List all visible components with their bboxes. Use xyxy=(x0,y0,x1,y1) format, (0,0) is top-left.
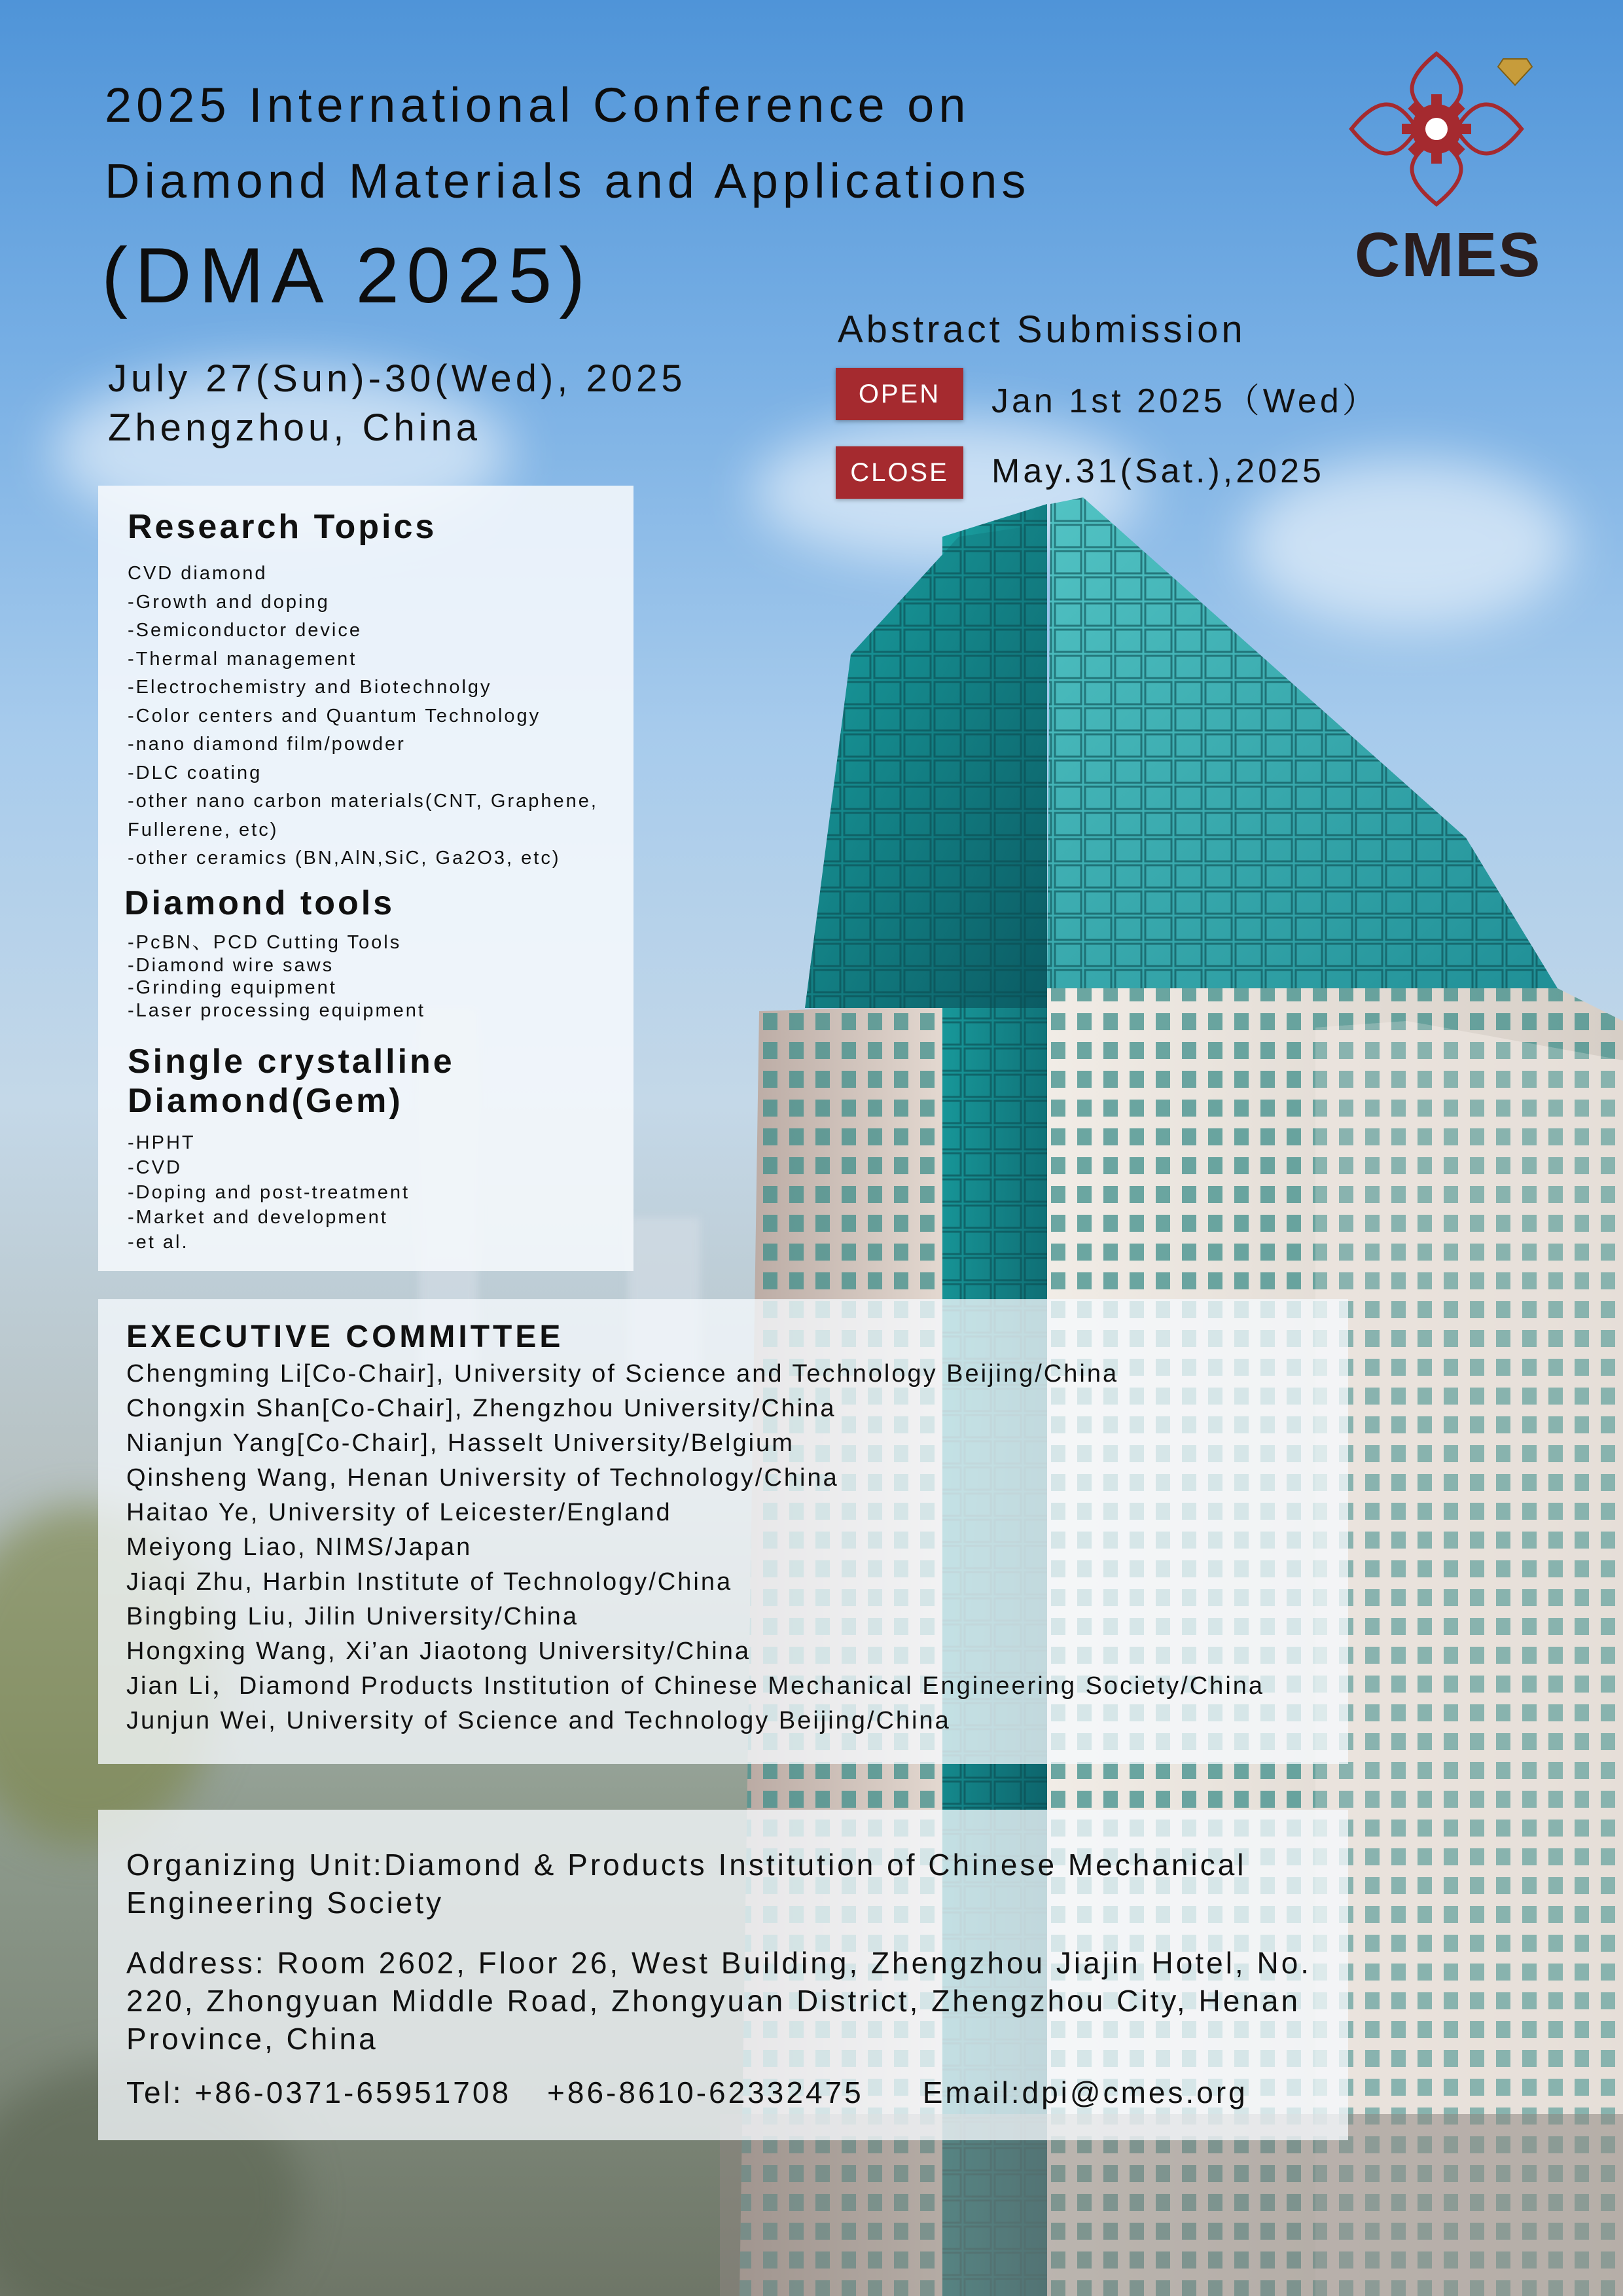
single-crystalline-heading-line-2: Diamond(Gem) xyxy=(128,1082,403,1120)
list-item: -Electrochemistry and Biotechnolgy xyxy=(128,677,492,698)
list-item: CVD diamond xyxy=(128,563,268,584)
list-item: -PcBN、PCD Cutting Tools xyxy=(128,932,402,953)
list-item: Fullerene, etc) xyxy=(128,819,279,840)
committee-member: Meiyong Liao, NIMS/Japan xyxy=(126,1534,473,1561)
diamond-tools-heading: Diamond tools xyxy=(124,884,395,922)
event-dates: July 27(Sun)-30(Wed), 2025 xyxy=(108,357,687,400)
list-item: -HPHT xyxy=(128,1132,196,1153)
close-badge: CLOSE xyxy=(836,446,963,499)
conference-acronym: (DMA 2025) xyxy=(101,232,593,319)
abstract-submission-title: Abstract Submission xyxy=(838,308,1246,351)
list-item: -DLC coating xyxy=(128,762,262,783)
list-item: -Thermal management xyxy=(128,648,357,670)
contact-row xyxy=(126,2075,1248,2110)
contact-panel xyxy=(98,1810,1348,2140)
telephone-primary: Tel: +86-0371-65951708 xyxy=(126,2075,512,2109)
research-topics-heading: Research Topics xyxy=(128,508,437,546)
list-item: -CVD xyxy=(128,1157,182,1178)
open-badge: OPEN xyxy=(836,368,963,420)
list-item: -other ceramics (BN,AlN,SiC, Ga2O3, etc) xyxy=(128,848,561,869)
event-location: Zhengzhou, China xyxy=(108,406,481,449)
list-item: -Diamond wire saws xyxy=(128,954,334,976)
email-link[interactable]: Email:dpi@cmes.org xyxy=(922,2075,1248,2109)
executive-committee-panel xyxy=(98,1299,1348,1764)
list-item: -Grinding equipment xyxy=(128,977,337,998)
committee-list xyxy=(126,1357,1264,1738)
organizing-unit: Organizing Unit:Diamond & Products Institution of Chinese Mechanical Engineering Society xyxy=(126,1848,1247,1920)
single-crystalline-list xyxy=(128,1130,410,1255)
committee-member: Jian Li，Diamond Products Institution of Chinese Mechanical Engineering Society/China xyxy=(126,1672,1265,1700)
committee-member: Junjun Wei, University of Science and Technology Beijing/China xyxy=(126,1707,951,1734)
list-item: -other nano carbon materials(CNT, Graphene, xyxy=(128,791,598,812)
cmes-logo-text: CMES xyxy=(1355,220,1542,290)
list-item: -Semiconductor device xyxy=(128,620,362,641)
telephone-secondary: +86-8610-62332475 xyxy=(547,2075,864,2109)
list-item: -Laser processing equipment xyxy=(128,999,425,1021)
committee-member: Chongxin Shan[Co-Chair], Zhengzhou University/China xyxy=(126,1395,836,1422)
diamond-gem-icon xyxy=(1498,59,1532,85)
address: Address: Room 2602, Floor 26, West Building, Zhengzhou Jiajin Hotel, No. 220, Zhongyuan Middle Road, Zhongyuan District, Zhengzhou City, Henan Province, China xyxy=(126,1946,1312,2056)
committee-member: Nianjun Yang[Co-Chair], Hasselt University/Belgium xyxy=(126,1429,794,1457)
committee-member: Hongxing Wang, Xi’an Jiaotong University/China xyxy=(126,1638,751,1665)
open-date: Jan 1st 2025（Wed） xyxy=(991,382,1380,420)
list-item: -Doping and post-treatment xyxy=(128,1182,410,1203)
list-item: -nano diamond film/powder xyxy=(128,734,406,755)
conference-title-line-1: 2025 International Conference on xyxy=(105,78,971,132)
conference-title-line-2: Diamond Materials and Applications xyxy=(105,154,1031,208)
list-item: -Market and development xyxy=(128,1207,388,1228)
executive-committee-heading: EXECUTIVE COMMITTEE xyxy=(126,1319,564,1354)
tower-base xyxy=(720,2114,1623,2296)
committee-member: Haitao Ye, University of Leicester/England xyxy=(126,1499,672,1526)
committee-member: Bingbing Liu, Jilin University/China xyxy=(126,1603,579,1630)
diamond-tools-list xyxy=(128,931,425,1022)
list-item: -Growth and doping xyxy=(128,591,330,613)
research-topics-list xyxy=(128,560,598,873)
committee-member: Qinsheng Wang, Henan University of Technology/China xyxy=(126,1464,839,1492)
committee-member: Chengming Li[Co-Chair], University of Science and Technology Beijing/China xyxy=(126,1360,1119,1388)
list-item: -et al. xyxy=(128,1232,189,1253)
close-date: May.31(Sat.),2025 xyxy=(991,452,1325,490)
list-item: -Color centers and Quantum Technology xyxy=(128,705,541,726)
single-crystalline-heading-line-1: Single crystalline xyxy=(128,1043,455,1081)
committee-member: Jiaqi Zhu, Harbin Institute of Technology/China xyxy=(126,1568,733,1596)
research-topics-panel xyxy=(98,486,633,1271)
